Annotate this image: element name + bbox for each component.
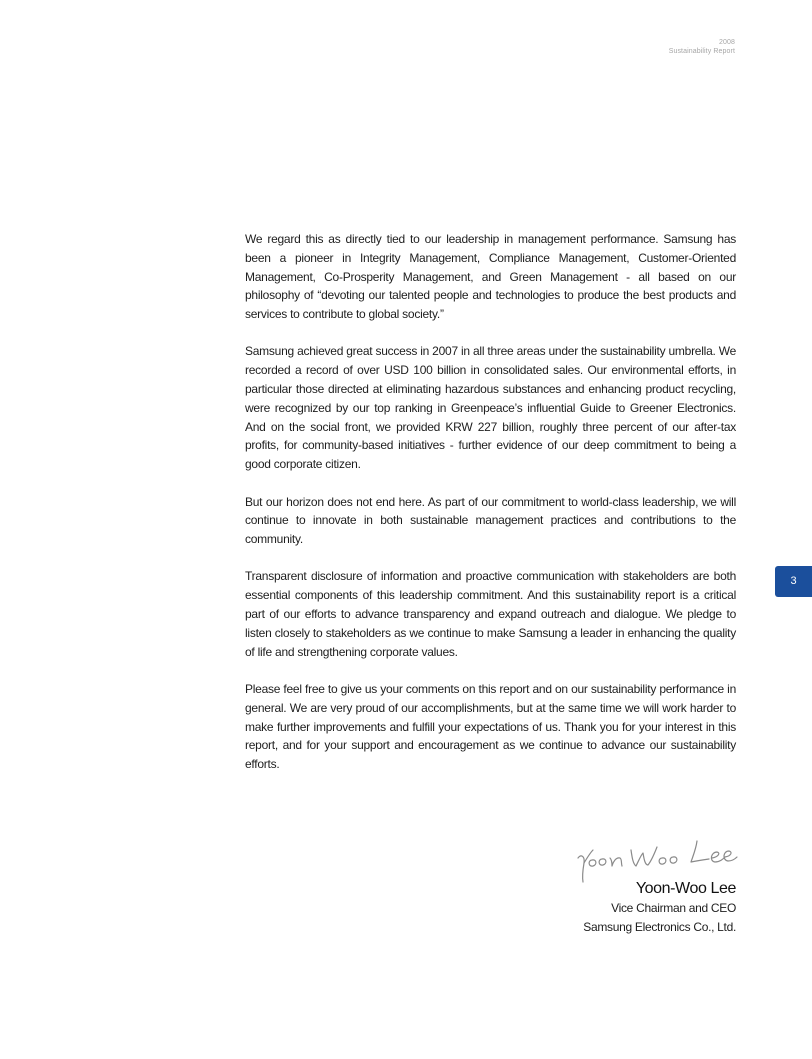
signatory-name: Yoon-Woo Lee bbox=[635, 880, 736, 897]
signatory-title: Vice Chairman and CEO bbox=[611, 901, 736, 915]
signatory-block bbox=[583, 879, 736, 937]
paragraph-leadership: We regard this as directly tied to our leadership in management performance. Samsung has been a pioneer in Integrity Management, Compliance Management, Customer-Oriented Management, Co-Prosperity Management, and Green Management - all based on our philosophy of “devoting our talented people and technologies to produce the best products and services to contribute to global society.” bbox=[245, 232, 736, 322]
report-year: 2008 bbox=[719, 39, 735, 46]
paragraph-achievements: Samsung achieved great success in 2007 in all three areas under the sustainability umbrella. We recorded a record of over USD 100 billion in consolidated sales. Our environmental efforts, in particular those directed at eliminating hazardous substances and enhancing product recycling, were recognized by our top ranking in Greenpeace’s influential Guide to Greener Electronics. And on the social front, we provided KRW 227 billion, roughly three percent of our after-tax profits, for community-based initiatives - further evidence of our deep commitment to being a good corporate citizen. bbox=[245, 344, 736, 472]
report-header bbox=[669, 38, 735, 56]
report-title: Sustainability Report bbox=[668, 48, 735, 55]
paragraph-feedback: Please feel free to give us your comments on this report and on our sustainability performance in general. We are very proud of our accomplishments, but at the same time we will work harder to make further improvements and fulfill your expectations of us. Thank you for your interest in this report, and for your support and encouragement as we continue to advance our sustainability efforts. bbox=[245, 681, 736, 772]
letter-body bbox=[245, 230, 736, 792]
page-number-tab: 3 bbox=[775, 566, 812, 597]
paragraph-horizon: But our horizon does not end here. As part of our commitment to world-class leadership, we will continue to innovate in both sustainable management practices and contributions to the community. bbox=[245, 494, 736, 547]
paragraph-transparency: Transparent disclosure of information and proactive communication with stakeholders are both essential components of this leadership commitment. And this sustainability report is a critical part of our efforts to advance transparency and expand outreach and dialogue. We pledge to listen closely to stakeholders as we continue to make Samsung a leader in enhancing the quality of life and strengthening corporate values. bbox=[245, 569, 736, 659]
signatory-company: Samsung Electronics Co., Ltd. bbox=[583, 920, 736, 934]
